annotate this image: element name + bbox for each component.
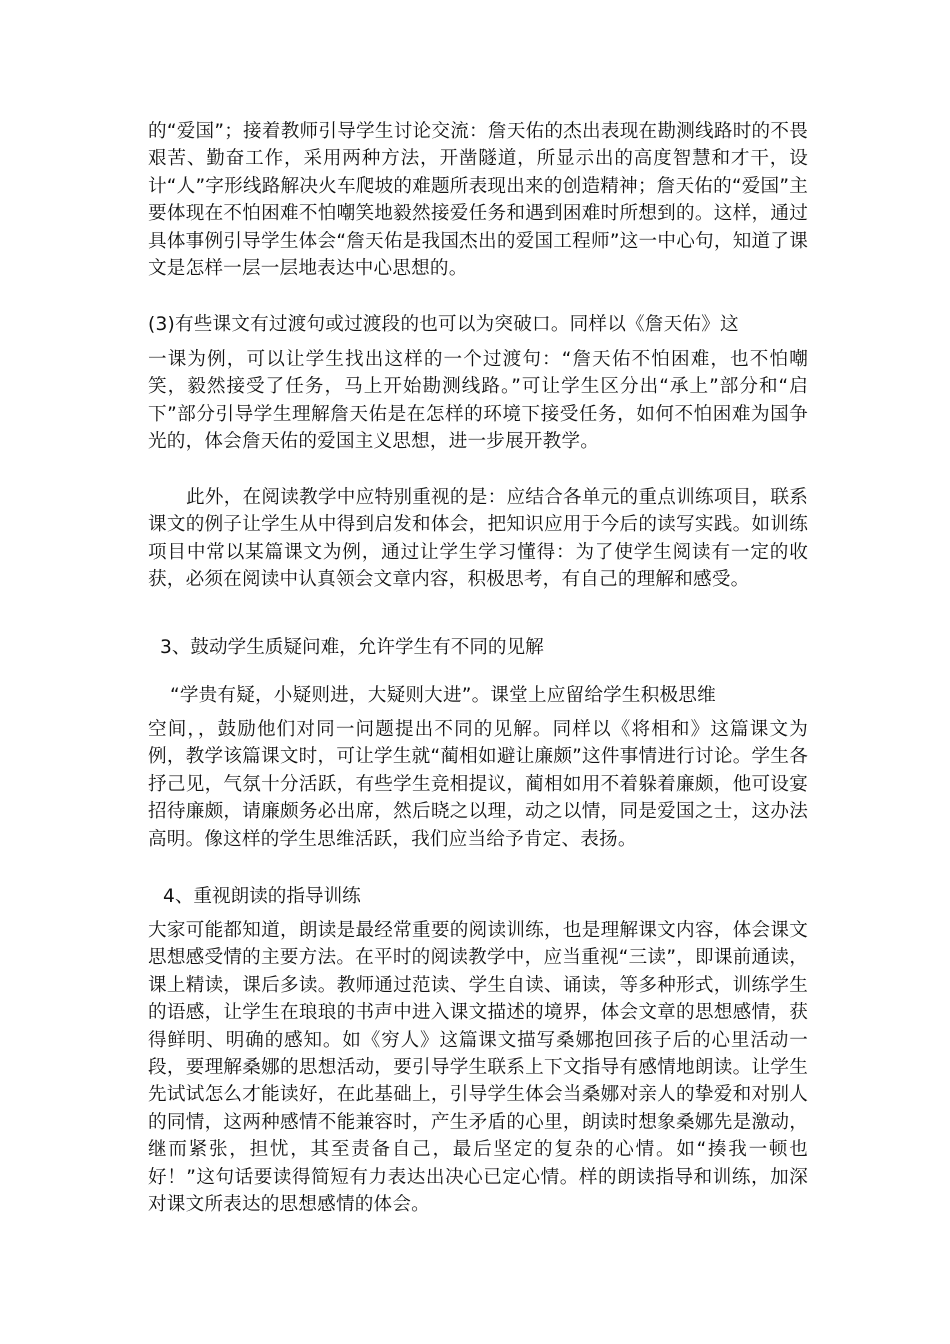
- paragraph-transition-sentence-intro: (3)有些课文有过渡句或过渡段的也可以为突破口。同样以《詹天佑》这: [148, 314, 739, 335]
- paragraph-reading-aloud: 大家可能都知道，朗读是最经常重要的阅读训练，也是理解课文内容，体会课文思想感受情的主要方法。在平时的阅读教学中，应当重视“三读”，即课前通读，课上精读，课后多读。教师通过范读、学生自读、诵读，等多种形式，训练学生的语感，让学生在琅琅的书声中进入课文描述的境界，体会文章的思想感情，获得鲜明、明确的感知。如《穷人》这篇课文描写桑娜抱回孩子后的心里活动一段，要理解桑娜的思想活动，要引导学生联系上下文指导有感情地朗读。让学生先试试怎么才能读好，在此基础上，引导学生体会当桑娜对亲人的挚爱和对别人的同情，这两种感情不能兼容时，产生矛盾的心里，朗读时想象桑娜先是激动，继而紧张，担忧，其至责备自己，最后坚定的复杂的心情。如“揍我一顿也好！”这句话要读得简短有力表达出决心已定心情。样的朗读指导和训练，加深对课文所表达的思想感情的体会。: [148, 920, 808, 1216]
- section-heading-3: 3、鼓动学生质疑问难，允许学生有不同的见解: [160, 637, 544, 658]
- paragraph-transition-sentence-example: 一课为例，可以让学生找出这样的一个过渡句：“詹天佑不怕困难，也不怕嘲笑，毅然接受了任务，马上开始勘测线路。”可让学生区分出“承上”部分和“启下”部分引导学生理解詹天佑是在怎样的环境下接受任务，如何不怕困难为国争光的，体会詹天佑的爱国主义思想，进一步展开教学。: [148, 349, 808, 453]
- section-heading-4: 4、重视朗读的指导训练: [163, 886, 361, 907]
- paragraph-questioning-example: 空间，，鼓励他们对同一问题提出不同的见解。同样以《将相和》这篇课文为例，教学该篇课文时，可让学生就“蔺相如避让廉颇”这件事情进行讨论。学生各抒己见，气氛十分活跃，有些学生竞相提议，蔺相如用不着躲着廉颇，他可设宴招待廉颇，请廉颇务必出席，然后晓之以理，动之以情，同是爱国之士，这办法高明。像这样的学生思维活跃，我们应当给予肯定、表扬。: [148, 719, 808, 850]
- paragraph-reading-training: 此外，在阅读教学中应特别重视的是：应结合各单元的重点训练项目，联系课文的例子让学生从中得到启发和体会，把知识应用于今后的读写实践。如训练项目中常以某篇课文为例，通过让学生学习懂得：为了使学生阅读有一定的收获，必须在阅读中认真领会文章内容，积极思考，有自己的理解和感受。: [148, 487, 808, 591]
- paragraph-questioning-quote: “学贵有疑，小疑则进，大疑则大进”。课堂上应留给学生积极思维: [170, 685, 716, 706]
- paragraph-patriotism-analysis: 的“爱国”；接着教师引导学生讨论交流：詹天佑的杰出表现在勘测线路时的不畏艰苦、勤奋工作，采用两种方法，开凿隧道，所显示出的高度智慧和才干，设计“人”字形线路解决火车爬坡的难题所表现出来的创造精神；詹天佑的“爱国”主要体现在不怕困难不怕嘲笑地毅然接爱任务和遇到困难时所想到的。这样，通过具体事例引导学生体会“詹天佑是我国杰出的爱国工程师”这一中心句，知道了课文是怎样一层一层地表达中心思想的。: [148, 121, 808, 280]
